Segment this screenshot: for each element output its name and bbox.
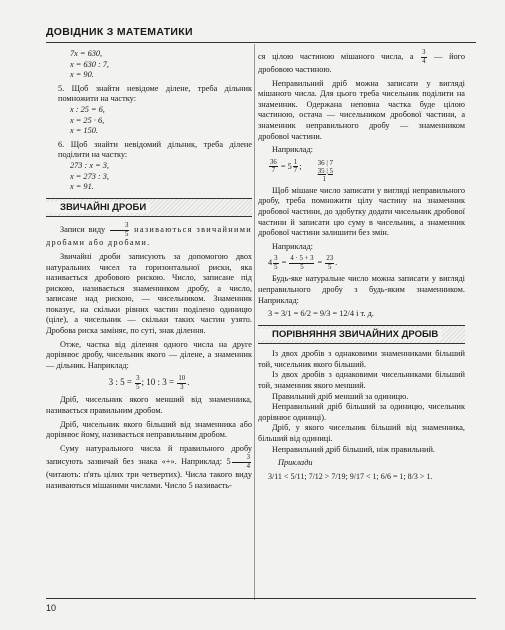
examples-label: Приклади [278,458,313,468]
right-column [258,49,465,485]
numerator: 3 [422,49,426,56]
fraction [421,49,426,65]
section-heading-fractions [46,198,252,218]
numerator: 23 [326,255,334,263]
fraction [273,255,278,271]
division-line: 36 | 7 [317,158,333,167]
rule-text: Щоб знайти невідоме ділене, треба дільник помножити на частку: [58,83,252,104]
denominator: 7 [293,167,298,175]
paragraph-continuation [258,49,465,76]
section-title: ПОРІВНЯННЯ ЗВИЧАЙНИХ ДРОБІВ [258,329,442,340]
formula-division [46,375,252,391]
formula-mixed [258,159,465,183]
long-division [318,159,333,183]
numerator: 4 · 5 + 3 [290,255,314,263]
denominator: 5 [300,263,304,271]
footer-rule [46,598,476,599]
rule-paragraph: Неправильний дріб більший за одиницю, чисельник дорівнює одиниці). [258,402,465,422]
text: Суму натурального числа й правильного дробу записують зазвичай без знака «+». Наприклад: 5 [46,443,252,467]
equation: x = 150. [70,126,98,136]
equation: x = 25 · 6, [70,115,105,125]
formula-part: ; [299,161,302,171]
paragraph: Отже, частка від ділення одного числа на друге дорівнює дробу, чисельник якого — ділене, а знаменник — дільник. Наприклад: [46,339,252,370]
paragraph-improper-fraction: Дріб, чисельник якого більший від знаменника або дорівнює йому, називається неправильним дробом. [46,419,252,440]
text: називаються [134,225,193,235]
equation: 7x = 630, [70,49,103,58]
rule-paragraph: Неправильний дріб більший, ніж правильний. [272,444,435,454]
paragraph: Звичайні дроби записують за допомогою двох натуральних чисел та горизонтальної риски, яка називається дробовою рискою. Число, записане під рискою, називається знаменником дробу, а число, записане над рискою, — чисельником. Знаменник показує, на скільки рівних частин поділено одиницю (ціле), а чисельник — скільки таких частин узято. Дробова риска заміняє, по суті, знак ділення. [46,251,252,336]
fraction [135,375,140,391]
rule-paragraph: Дріб, у якого чисельник більший від знаменника, більший від одиниці. [258,423,465,444]
examples-formula: 3/11 < 5/11; 7/12 > 7/19; 9/17 < 1; 6/6 = 1; 8/3 > 1. [268,471,433,481]
formula-natural: 3 = 3/1 = 6/2 = 9/3 = 12/4 і т. д. [268,309,374,319]
rule-paragraph: Правильний дріб менший за одиницю. [272,391,409,401]
example-label: Наприклад: [272,241,313,251]
rule-item-5 [46,84,252,105]
numerator: 10 [178,375,186,383]
numerator: 3 [232,454,251,463]
rule-paragraph: Із двох дробів з однаковими знаменниками більший той, чисельник якого більший. [258,349,465,369]
denominator: 3 [180,383,184,391]
denominator: 5 [136,383,140,391]
equation: x = 273 : 3, [70,171,110,181]
denominator: 5 [274,263,278,271]
equation: x : 25 = 6, [70,104,105,114]
equation: 273 : x = 3, [70,160,110,170]
denominator: 5 [328,263,332,271]
page-header-title: ДОВІДНИК З МАТЕМАТИКИ [46,26,193,38]
page-number: 10 [46,603,57,613]
denominator: 4 [246,462,250,470]
text: — його дробовою частиною. [258,51,465,74]
formula-part: 3 : 5 = [108,377,132,388]
paragraph: Будь-яке натуральне число можна записати у вигляді неправильного дробу з будь-яким знаменником. Наприклад: [258,274,465,305]
numerator: 1 [293,158,298,166]
formula-part: = 5 [280,161,292,171]
denominator: 7 [271,167,276,175]
rule-item-6 [46,140,252,161]
denominator: 5 [124,230,129,238]
rule-number: 6. [58,139,65,149]
formula-part: 4 [268,258,273,268]
fraction [177,375,186,391]
fraction [325,255,334,271]
left-column [46,49,252,492]
rule-text: Щоб знайти невідомий дільник, треба ділене поділити на частку: [58,139,252,160]
fraction [293,159,298,175]
formula-part: ; 10 : 3 = [141,377,175,388]
example-label: Наприклад: [272,145,313,155]
fraction [289,255,314,271]
term: звичайними дробами або дробами. [46,225,253,248]
paragraph-mixed-number [46,444,252,492]
column-separator [254,44,255,600]
formula-improper: 4 $\frac{3}{5}$ = $\frac{4 \cdot 5 + 3}{5}$ = $\frac{23}{5}$ . [268,255,338,271]
fraction [269,159,278,175]
numerator: 36 [270,158,277,166]
rule-paragraph: Із двох дробів з однаковими чисельниками більший той, знаменник якого менший. [258,370,465,391]
paragraph: Щоб мішане число записати у вигляді неправильного дробу, треба помножити цілу частину на знаменник дробової частини, до здобутку додати чисельник дробової частини й записати цю суму в чисельник, а знаменник дробової частини залишити без змін. [258,185,465,238]
paragraph-proper-fraction: Дріб, чисельник якого менший від знаменника, називається правильним дробом. [46,395,252,416]
paragraph: Неправильний дріб можна записати у вигляді мішаного числа. Для цього треба чисельник поділити на знаменник. Одержана неповна частка буде цілою частиною, остача — чисельником дробової частини, а знаменник неправильного дробу — знаменником дробової частини. [258,78,465,141]
section-heading-comparison [258,325,465,345]
formula-part: . [187,377,190,388]
division-remainder: 1 [322,174,327,183]
section-title: ЗВИЧАЙНІ ДРОБИ [46,202,150,213]
division-line: 35 | 5 [317,166,333,175]
text: ся цілою частиною мішаного числа, а [258,51,414,61]
equation: x = 90. [70,70,94,80]
equation: x = 630 : 7, [70,59,110,69]
text: (читають: п'ять цілих три четвертих). Числа такого виду називаються мішаними числами. Число 5 називаєть- [46,470,252,490]
text: Записи виду [60,225,106,235]
header-rule [46,42,476,43]
paragraph-definition [46,222,252,249]
fraction [110,222,129,238]
rule-number: 5. [58,83,65,93]
equation: x = 91. [70,182,94,192]
denominator: 4 [422,57,426,65]
numerator: 3 [110,222,129,231]
fraction [232,454,251,470]
numerator: 3 [274,255,278,263]
numerator: 3 [136,375,140,383]
